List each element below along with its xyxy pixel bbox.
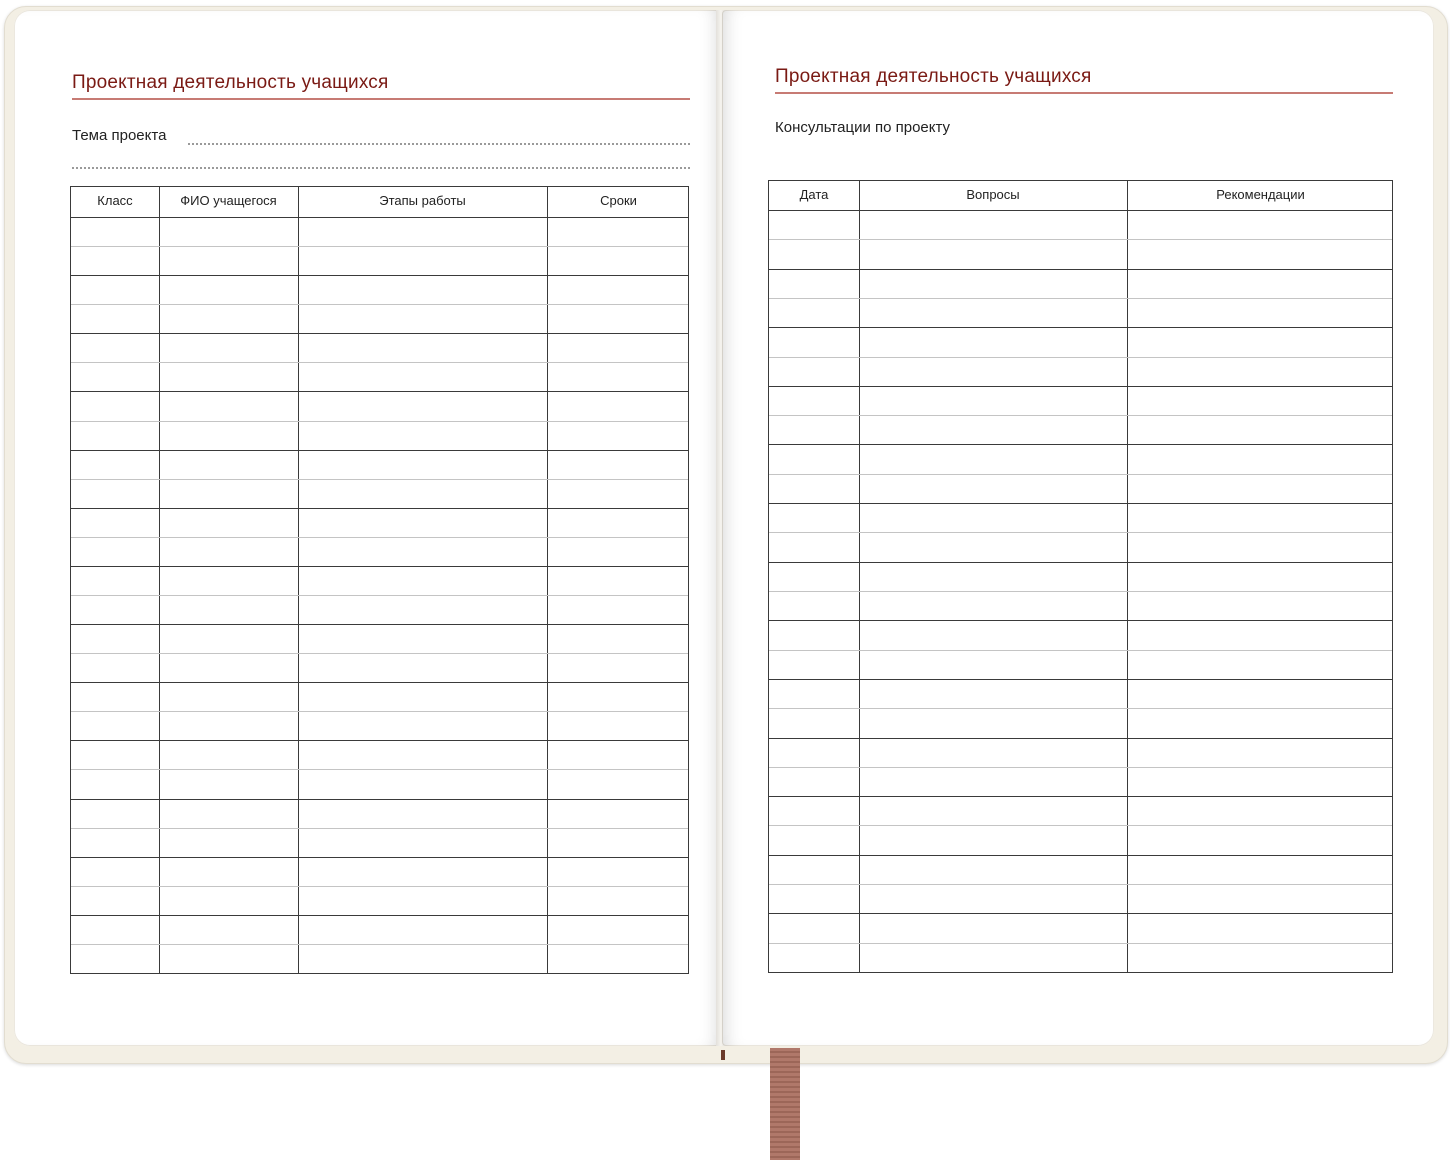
table-row[interactable]	[71, 740, 688, 741]
table-row-guide	[71, 304, 688, 305]
table-row-guide	[71, 595, 688, 596]
table-row[interactable]	[769, 503, 1392, 504]
table-row-guide	[769, 825, 1392, 826]
table-row[interactable]	[769, 327, 1392, 328]
header-separator	[71, 217, 688, 218]
table-row-guide	[769, 415, 1392, 416]
consultation-label: Консультации по проекту	[775, 119, 951, 136]
table-row-guide	[769, 767, 1392, 768]
right-consultation-table	[768, 180, 1393, 973]
topic-dotted-line[interactable]	[188, 143, 690, 145]
table-row[interactable]	[769, 855, 1392, 856]
table-row[interactable]	[769, 738, 1392, 739]
header-questions: Вопросы	[966, 187, 1020, 202]
right-heading-rule	[775, 92, 1393, 94]
right-page-heading: Проектная деятельность учащихся	[775, 66, 1092, 87]
table-row-guide	[769, 591, 1392, 592]
table-row-guide	[71, 653, 688, 654]
table-row[interactable]	[769, 562, 1392, 563]
topic-dotted-line-2[interactable]	[72, 167, 690, 169]
table-row[interactable]	[769, 444, 1392, 445]
table-row[interactable]	[769, 269, 1392, 270]
table-row[interactable]	[71, 799, 688, 800]
table-row-guide	[71, 886, 688, 887]
header-separator	[769, 210, 1392, 211]
right-table-col-divider	[859, 181, 860, 972]
header-deadlines: Сроки	[600, 193, 637, 208]
header-date: Дата	[799, 187, 829, 202]
table-row[interactable]	[71, 333, 688, 334]
table-row[interactable]	[769, 620, 1392, 621]
table-row-guide	[769, 239, 1392, 240]
table-row[interactable]	[769, 913, 1392, 914]
table-row-guide	[769, 650, 1392, 651]
table-row[interactable]	[71, 450, 688, 451]
table-row-guide	[71, 769, 688, 770]
header-student-name: ФИО учащегося	[180, 193, 277, 208]
table-row-guide	[71, 711, 688, 712]
table-row[interactable]	[769, 796, 1392, 797]
table-row-guide	[71, 362, 688, 363]
header-recommendations: Рекомендации	[1216, 187, 1305, 202]
header-class: Класс	[97, 193, 133, 208]
table-row-guide	[71, 944, 688, 945]
table-row-guide	[769, 532, 1392, 533]
table-row[interactable]	[71, 682, 688, 683]
table-row-guide	[769, 708, 1392, 709]
left-project-table	[70, 186, 689, 974]
header-work-stages: Этапы работы	[379, 193, 466, 208]
table-row[interactable]	[769, 679, 1392, 680]
table-row-guide	[769, 474, 1392, 475]
table-row[interactable]	[71, 915, 688, 916]
table-row[interactable]	[71, 275, 688, 276]
left-heading-rule	[72, 98, 690, 100]
table-row[interactable]	[71, 857, 688, 858]
table-row-guide	[71, 537, 688, 538]
table-row[interactable]	[71, 566, 688, 567]
table-row-guide	[71, 421, 688, 422]
bookmark-thread	[721, 1050, 725, 1060]
table-row-guide	[769, 943, 1392, 944]
table-row-guide	[769, 298, 1392, 299]
table-row-guide	[769, 884, 1392, 885]
table-row-guide	[71, 828, 688, 829]
left-page-heading: Проектная деятельность учащихся	[72, 72, 389, 93]
table-row-guide	[71, 246, 688, 247]
table-row[interactable]	[71, 508, 688, 509]
table-row[interactable]	[71, 391, 688, 392]
bookmark-ribbon[interactable]	[770, 1048, 800, 1160]
topic-label: Тема проекта	[72, 127, 167, 144]
table-row[interactable]	[769, 386, 1392, 387]
table-row-guide	[769, 357, 1392, 358]
table-row[interactable]	[71, 624, 688, 625]
right-table-col-divider	[1127, 181, 1128, 972]
table-row-guide	[71, 479, 688, 480]
